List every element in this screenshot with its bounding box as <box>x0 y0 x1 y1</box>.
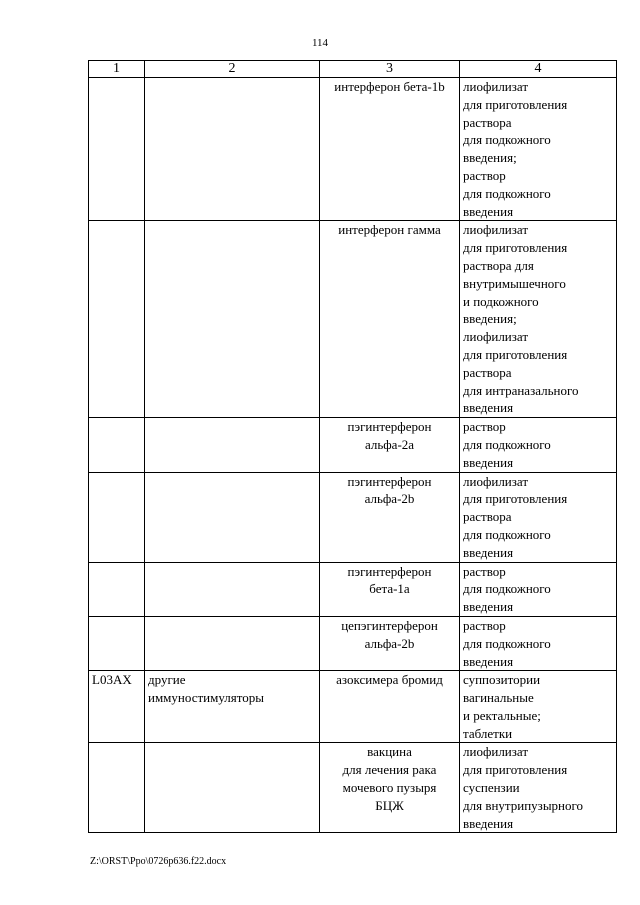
dosage-form-cell <box>460 616 617 670</box>
atc-code-cell <box>89 418 145 472</box>
drug-name-line: пэгинтерферон <box>347 473 432 489</box>
table-row <box>89 671 617 743</box>
group-name-cell <box>145 472 320 562</box>
dosage-form-line: введения <box>463 400 514 416</box>
dosage-form-line: суппозитории <box>463 672 541 688</box>
dosage-form-line: раствор <box>463 563 506 579</box>
drug-table <box>88 60 617 833</box>
dosage-form-line: для подкожного <box>463 132 551 148</box>
atc-code-cell <box>89 472 145 562</box>
drug-name-cell <box>320 671 460 743</box>
drug-name-cell <box>320 562 460 616</box>
group-name-cell <box>145 671 320 743</box>
group-name-line: иммуностимуляторы <box>148 690 264 706</box>
drug-name-line: бета-1a <box>369 581 410 597</box>
dosage-form-cell <box>460 671 617 743</box>
dosage-form-line: для внутрипузырного <box>463 797 584 813</box>
dosage-form-line: и подкожного <box>463 293 539 309</box>
table-row <box>89 616 617 670</box>
group-name-line: другие <box>148 672 186 688</box>
dosage-form-line: раствора для <box>463 257 534 273</box>
table-row <box>89 418 617 472</box>
atc-code-cell <box>89 743 145 833</box>
dosage-form-line: раствора <box>463 114 512 130</box>
drug-name-line: альфа-2a <box>364 436 415 452</box>
dosage-form-cell <box>460 472 617 562</box>
dosage-form-line: для подкожного <box>463 185 551 201</box>
dosage-form-cell <box>460 78 617 221</box>
dosage-form-line: для подкожного <box>463 526 551 542</box>
drug-name-line: альфа-2b <box>364 635 415 651</box>
header-cell-1: 1 <box>89 61 145 78</box>
dosage-form-line: таблетки <box>463 725 513 741</box>
drug-name-line: мочевого пузыря <box>342 780 437 796</box>
drug-name-line: альфа-2b <box>364 491 415 507</box>
table-row <box>89 221 617 418</box>
atc-code-cell <box>89 616 145 670</box>
table-header-row <box>89 61 617 78</box>
dosage-form-line: для приготовления <box>463 240 568 256</box>
dosage-form-line: раствор <box>463 617 506 633</box>
atc-code-cell <box>89 562 145 616</box>
header-cell-3: 3 <box>320 61 460 78</box>
atc-code-cell <box>89 221 145 418</box>
page-number: 114 <box>311 37 329 49</box>
drug-name-line: интерферон гамма <box>338 222 441 238</box>
dosage-form-line: и ректальные; <box>463 707 541 723</box>
dosage-form-line: для подкожного <box>463 436 551 452</box>
dosage-form-line: раствор <box>463 419 506 435</box>
dosage-form-line: введения <box>463 544 514 560</box>
dosage-form-line: для приготовления <box>463 762 568 778</box>
group-name-cell <box>145 221 320 418</box>
dosage-form-line: для приготовления <box>463 491 568 507</box>
table-body <box>89 61 617 833</box>
footer-file-path: Z:\ORST\Ppo\0726p636.f22.docx <box>90 856 227 867</box>
dosage-form-line: лиофилизат <box>463 79 529 94</box>
dosage-form-line: введения <box>463 599 514 615</box>
drug-name-cell <box>320 221 460 418</box>
drug-name-cell <box>320 472 460 562</box>
dosage-form-line: раствора <box>463 509 512 525</box>
dosage-form-line: лиофилизат <box>463 744 529 760</box>
dosage-form-line: раствор <box>463 167 506 183</box>
group-name-cell <box>145 418 320 472</box>
dosage-form-line: для подкожного <box>463 635 551 651</box>
group-name-cell <box>145 78 320 221</box>
group-name-cell <box>145 743 320 833</box>
dosage-form-line: введения <box>463 653 514 669</box>
table-row <box>89 743 617 833</box>
dosage-form-cell <box>460 743 617 833</box>
dosage-form-line: введения <box>463 203 514 219</box>
drug-name-cell <box>320 616 460 670</box>
drug-name-cell <box>320 418 460 472</box>
dosage-form-line: лиофилизат <box>463 222 529 238</box>
dosage-form-line: введения; <box>463 311 517 327</box>
dosage-form-line: для приготовления <box>463 346 568 362</box>
drug-name-line: БЦЖ <box>375 797 404 813</box>
drug-name-line: азоксимера бромид <box>336 672 443 688</box>
dosage-form-cell <box>460 221 617 418</box>
dosage-form-line: для интраназального <box>463 382 579 398</box>
dosage-form-line: суспензии <box>463 780 520 796</box>
header-cell-2: 2 <box>145 61 320 78</box>
drug-name-line: вакцина <box>367 744 412 760</box>
dosage-form-line: введения <box>463 815 514 831</box>
dosage-form-line: введения; <box>463 150 517 166</box>
dosage-form-line: лиофилизат <box>463 473 529 489</box>
atc-code-cell: L03AX <box>89 671 145 743</box>
dosage-form-cell <box>460 418 617 472</box>
drug-name-line: интерферон бета-1b <box>334 79 445 94</box>
dosage-form-line: вагинальные <box>463 690 534 706</box>
dosage-form-line: для подкожного <box>463 581 551 597</box>
dosage-form-line: для приготовления <box>463 96 568 112</box>
dosage-form-line: раствора <box>463 364 512 380</box>
table-row <box>89 78 617 221</box>
group-name-cell <box>145 616 320 670</box>
table-row <box>89 472 617 562</box>
dosage-form-line: лиофилизат <box>463 329 529 345</box>
atc-code-cell <box>89 78 145 221</box>
drug-name-cell <box>320 743 460 833</box>
drug-name-cell <box>320 78 460 221</box>
table-row <box>89 562 617 616</box>
dosage-form-cell <box>460 562 617 616</box>
dosage-form-line: внутримышечного <box>463 275 566 291</box>
header-cell-4: 4 <box>460 61 617 78</box>
group-name-cell <box>145 562 320 616</box>
dosage-form-line: введения <box>463 454 514 470</box>
drug-name-line: пэгинтерферон <box>347 419 432 435</box>
drug-name-line: пэгинтерферон <box>347 563 432 579</box>
drug-name-line: цепэгинтерферон <box>341 617 438 633</box>
drug-name-line: для лечения рака <box>342 762 437 778</box>
